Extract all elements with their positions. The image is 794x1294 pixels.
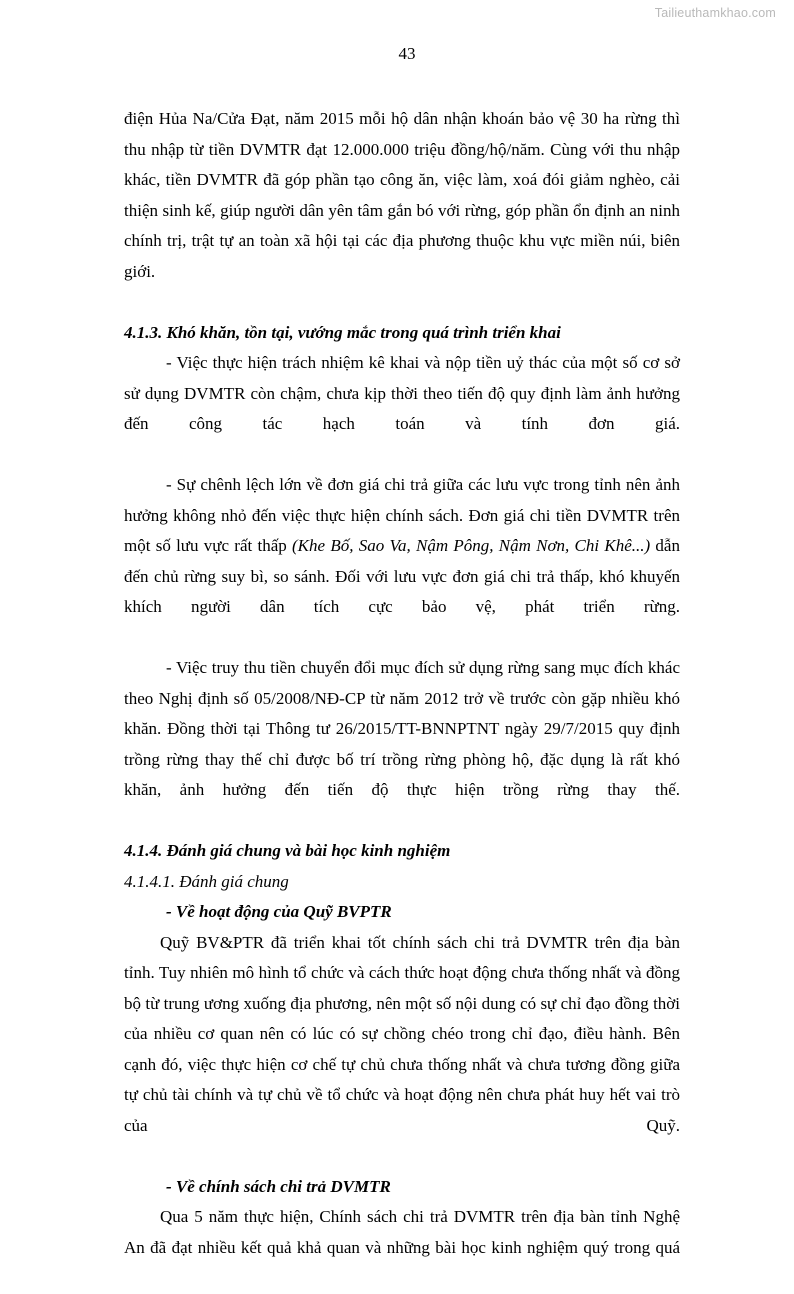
- subheading-quy-bvptr: - Về hoạt động của Quỹ BVPTR: [166, 902, 392, 921]
- paragraph-bullet-2-text-b: dẫn đến chủ rừng suy bì, so sánh. Đối với lưu vực đơn giá chi trả thấp, khó khuyến khích người dân tích cực bảo vệ, phát triển rừng.: [124, 536, 680, 616]
- heading-4-1-3: 4.1.3. Khó khăn, tồn tại, vướng mắc trong quá trình triển khai: [124, 322, 561, 342]
- paragraph-body-2: Qua 5 năm thực hiện, Chính sách chi trả DVMTR trên địa bàn tỉnh Nghệ An đã đạt nhiều kết quả khả quan và những bài học kinh nghiệm quý trong quá: [124, 1207, 680, 1257]
- paragraph-body-1: Quỹ BV&PTR đã triển khai tốt chính sách chi trả DVMTR trên địa bàn tỉnh. Tuy nhiên mô hình tổ chức và cách thức hoạt động chưa thống nhất và đồng bộ từ trung ương xuống địa phương, nên một số nội dung có sự chỉ đạo đồng thời của nhiều cơ quan nên có lúc có sự chồng chéo trong chỉ đạo, điều hành. Bên cạnh đó, việc thực hiện cơ chế tự chủ chưa thống nhất và chưa tương đồng giữa tự chủ tài chính và tự chủ về tổ chức và hoạt động nên chưa phát huy hết vai trò của Quỹ.: [124, 932, 680, 1135]
- watermark-text: Tailieuthamkhao.com: [654, 6, 776, 20]
- heading-4-1-4-1: 4.1.4.1. Đánh giá chung: [124, 871, 289, 891]
- subheading-chinh-sach-chi-tra: - Về chính sách chi trả DVMTR: [166, 1176, 391, 1196]
- paragraph-bullet-2-text-a: - Sự chênh lệch lớn về đơn giá chi trả giữa các lưu vực trong tỉnh nên ảnh hưởng không nhỏ đến việc thực hiện chính sách. Đơn giá chi tiền DVMTR trên một số lưu vực rất thấp: [124, 475, 680, 555]
- heading-4-1-4: 4.1.4. Đánh giá chung và bài học kinh nghiệm: [124, 841, 451, 860]
- page-content: [124, 104, 680, 1294]
- paragraph-bullet-2-basin-names: (Khe Bố, Sao Va, Nậm Pông, Nậm Nơn, Chi Khê...): [292, 536, 651, 555]
- paragraph-continuation: điện Hủa Na/Cửa Đạt, năm 2015 mỗi hộ dân nhận khoán bảo vệ 30 ha rừng thì thu nhập từ tiền DVMTR đạt 12.000.000 triệu đồng/hộ/năm. Cùng với thu nhập khác, tiền DVMTR đã góp phần tạo công ăn, việc làm, xoá đói giảm nghèo, cải thiện sinh kế, giúp người dân yên tâm gắn bó với rừng, góp phần ổn định an ninh chính trị, trật tự an toàn xã hội tại các địa phương thuộc khu vực miền núi, biên giới.: [124, 109, 680, 281]
- paragraph-bullet-1: - Việc thực hiện trách nhiệm kê khai và nộp tiền uỷ thác của một số cơ sở sử dụng DVMTR còn chậm, chưa kịp thời theo tiến độ quy định làm ảnh hưởng đến công tác hạch toán và tính đơn giá.: [124, 353, 680, 433]
- paragraph-bullet-3: - Việc truy thu tiền chuyển đổi mục đích sử dụng rừng sang mục đích khác theo Nghị định số 05/2008/NĐ-CP từ năm 2012 trở về trước còn gặp nhiều khó khăn. Đồng thời tại Thông tư 26/2015/TT-BNNPTNT ngày 29/7/2015 quy định trồng rừng thay thế chỉ được bố trí trồng rừng phòng hộ, đặc dụng là rất khó khăn, ảnh hưởng đến tiến độ thực hiện trồng rừng thay thế.: [124, 658, 680, 799]
- page-number: 43: [398, 44, 416, 63]
- paragraph-bullet-2: [124, 470, 680, 653]
